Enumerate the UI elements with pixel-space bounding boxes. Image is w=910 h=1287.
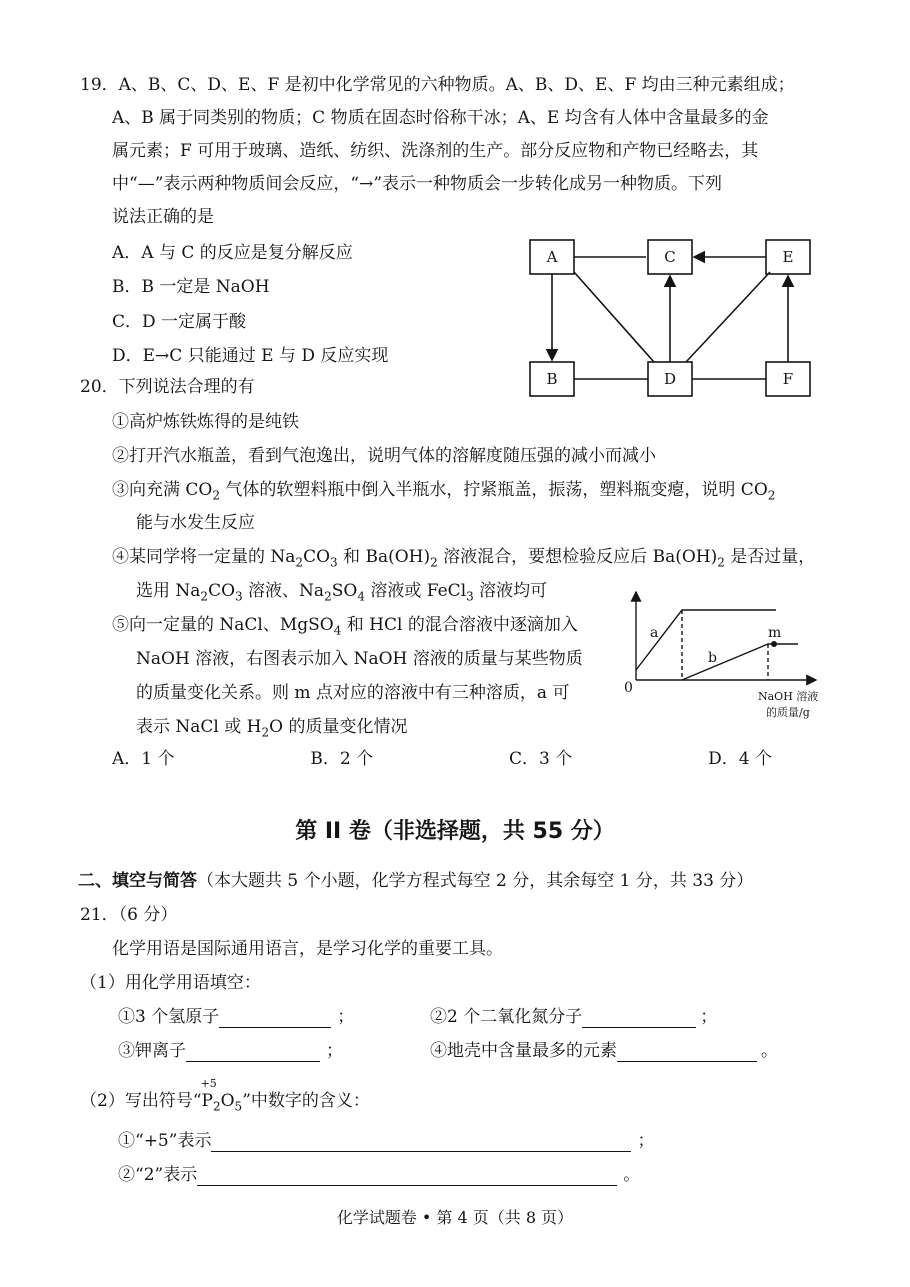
q21-intro: 化学用语是国际通用语言，是学习化学的重要工具。 xyxy=(112,939,503,959)
q20-statement-3: ③向充满 $CO_2$ 气体的软塑料瓶中倒入半瓶水，拧紧瓶盖，振荡，塑料瓶变瘪，说明 $CO_2$ xyxy=(112,480,776,503)
q21-part1: （1）用化学用语填空： xyxy=(80,973,261,993)
q21-meaning-1: ①“+5”表示 ； xyxy=(118,1131,655,1151)
edge-a-d xyxy=(574,272,654,362)
q20-statement-5: ⑤向一定量的 NaCl、MgSO$_4$ 和 HCl 的混合溶液中逐滴加入 xyxy=(112,615,578,638)
q20-statement-5-cont-2: 的质量变化关系。则 m 点对应的溶液中有三种溶质，a 可 xyxy=(136,683,570,703)
node-b-label: B xyxy=(546,370,558,388)
q21-part2: （2）写出符号“ +5 $P_2O_5$”中数字的含义： xyxy=(80,1077,370,1114)
q20-head: 20．下列说法合理的有 xyxy=(80,377,255,397)
x-label-1: NaOH 溶液 xyxy=(758,690,819,703)
node-f-label: F xyxy=(782,370,794,388)
q20-option-a: A．1 个 xyxy=(112,749,175,769)
q20-option-d: D．4 个 xyxy=(708,749,772,769)
curve-b xyxy=(682,644,798,680)
q20-statement-5-cont-3: 表示 NaCl 或 $H_2O$ 的质量变化情况 xyxy=(136,717,408,740)
q21-blank-4: ④地壳中含量最多的元素 。 xyxy=(430,1041,778,1061)
q19-option-c: C．D 一定属于酸 xyxy=(112,312,247,332)
q19-line-3: 属元素；F 可用于玻璃、造纸、纺织、洗涤剂的生产。部分反应物和产物已经略去，其 xyxy=(112,141,759,161)
label-m: m xyxy=(768,625,782,641)
label-origin: 0 xyxy=(624,680,633,696)
answer-line-5[interactable] xyxy=(211,1134,631,1152)
answer-line-2[interactable] xyxy=(582,1010,696,1028)
q20-statement-3-cont: 能与水发生反应 xyxy=(136,513,255,533)
q21-blank-2: ②2 个二氧化氮分子 ； xyxy=(430,1007,718,1027)
q19-line-1: 19．A、B、C、D、E、F 是初中化学常见的六种物质。A、B、D、E、F 均由三种元素组成； xyxy=(80,75,795,95)
q20-mass-graph xyxy=(620,586,840,726)
answer-line-3[interactable] xyxy=(186,1044,320,1062)
q20-option-c: C．3 个 xyxy=(509,749,573,769)
q20-statement-1: ①高炉炼铁炼得的是纯铁 xyxy=(112,412,299,432)
answer-line-6[interactable] xyxy=(197,1168,617,1186)
q21-number: 21．（6 分） xyxy=(80,905,178,925)
node-e-label: E xyxy=(782,248,794,266)
answer-line-4[interactable] xyxy=(617,1044,757,1062)
edge-e-d xyxy=(686,272,770,362)
q20-statement-4: ④某同学将一定量的 $Na_2CO_3$ 和 $Ba(OH)_2$ 溶液混合，要想检验反应后 $Ba(OH)_2$ 是否过量， xyxy=(112,547,816,570)
q19-line-4: 中“—”表示两种物质间会反应，“→”表示一种物质会一步转化成另一种物质。下列 xyxy=(112,174,723,194)
node-c-label: C xyxy=(664,248,676,266)
q20-options xyxy=(112,748,772,770)
answer-line-1[interactable] xyxy=(219,1010,331,1028)
q19-relation-diagram xyxy=(520,232,820,402)
section-title: 第 II 卷（非选择题，共 55 分） xyxy=(295,819,615,844)
x-label-2: 的质量/g xyxy=(766,706,810,719)
q20-statement-4-cont: 选用 $Na_2CO_3$ 溶液、$Na_2SO_4$ 溶液或 FeCl$_3$ 溶液均可 xyxy=(136,581,548,604)
q19-option-a: A．A 与 C 的反应是复分解反应 xyxy=(112,243,353,263)
label-a: a xyxy=(650,625,659,641)
q20-option-b: B．2 个 xyxy=(310,749,374,769)
q20-statement-5-cont-1: NaOH 溶液，右图表示加入 NaOH 溶液的质量与某些物质 xyxy=(136,649,583,669)
label-b: b xyxy=(708,650,717,666)
q21-meaning-2: ②“2”表示 。 xyxy=(118,1165,641,1185)
node-a-label: A xyxy=(546,248,558,266)
node-d-label: D xyxy=(663,370,677,388)
q19-option-d: D．E→C 只能通过 E 与 D 反应实现 xyxy=(112,346,389,366)
part2-heading: 二、填空与简答（本大题共 5 个小题，化学方程式每空 2 分，其余每空 1 分，共 33 分） xyxy=(78,871,754,891)
q21-blank-1: ①3 个氢原子 ； xyxy=(118,1007,355,1027)
q19-line-2: A、B 属于同类别的物质；C 物质在固态时俗称干冰；A、E 均含有人体中含量最多的金 xyxy=(112,108,769,128)
q19-option-b: B．B 一定是 NaOH xyxy=(112,277,270,297)
page-footer: 化学试题卷 • 第 4 页（共 8 页） xyxy=(336,1208,574,1227)
q20-statement-2: ②打开汽水瓶盖，看到气泡逸出，说明气体的溶解度随压强的减小而减小 xyxy=(112,446,656,466)
point-m xyxy=(771,641,777,647)
q19-line-5: 说法正确的是 xyxy=(112,207,214,227)
q21-blank-3: ③钾离子 ； xyxy=(118,1041,343,1061)
